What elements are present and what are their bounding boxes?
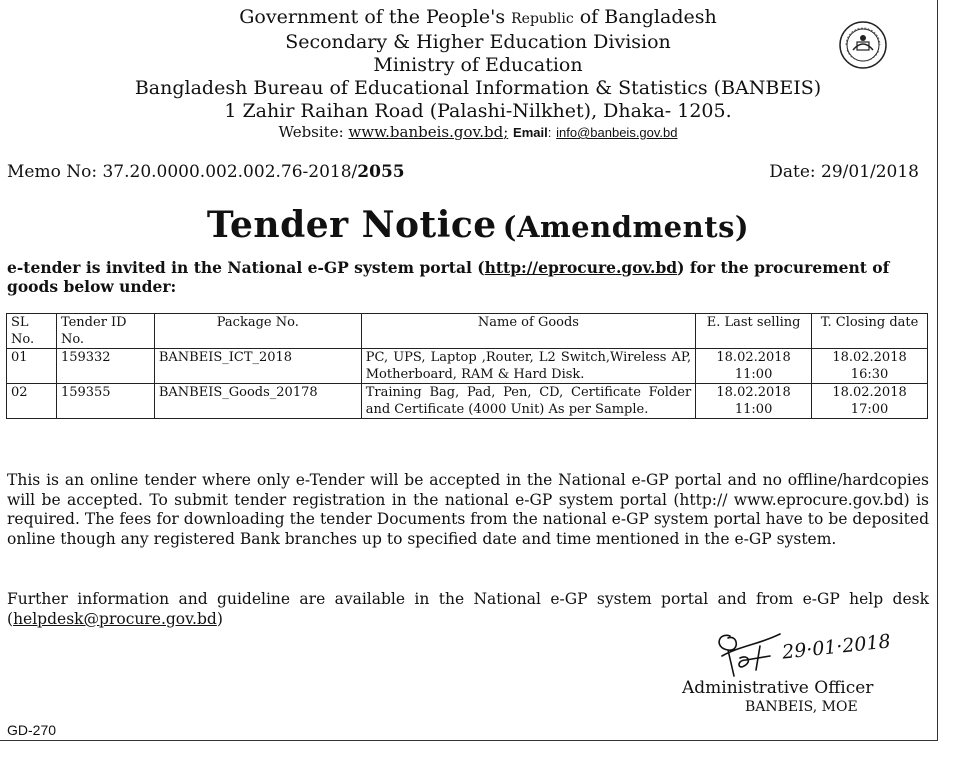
col-header-closing: T. Closing date: [812, 314, 928, 349]
letterhead: [0, 6, 956, 142]
cell-closing: 18.02.2018 17:00: [812, 384, 928, 419]
page-title: Tender Notice (Amendments): [206, 204, 750, 246]
header-line-3: Ministry of Education: [373, 54, 583, 76]
cell-package: BANBEIS_ICT_2018: [154, 349, 361, 384]
seal-emblem-icon: [838, 20, 888, 70]
header-contact: Website: www.banbeis.gov.bd; Email: info@banbeis.gov.bd: [278, 123, 678, 141]
header-line-4: Bangladesh Bureau of Educational Information & Statistics (BANBEIS): [134, 77, 822, 99]
terms-paragraph: This is an online tender where only e-Tender will be accepted in the National e-GP portal and no offline/hardcopies will be accepted. To submit tender registration in the national e-GP system portal (http:// www.eprocure.gov.bd) is required. The fees for downloading the tender Documents from the national e-GP system portal have to be deposited online though any registered Bank branches up to specified date and time mentioned in the e-GP system.: [7, 471, 929, 548]
col-header-tender-id: Tender ID No.: [56, 314, 154, 349]
header-line-5: 1 Zahir Raihan Road (Palashi-Nilkhet), Dhaka- 1205.: [224, 100, 732, 122]
eprocure-link[interactable]: http://eprocure.gov.bd: [484, 258, 678, 277]
cell-last-selling: 18.02.2018 11:00: [696, 349, 812, 384]
email-link[interactable]: info@banbeis.gov.bd: [556, 125, 678, 140]
table-header-row: [7, 314, 928, 349]
header-line-2: Secondary & Higher Education Division: [285, 31, 671, 53]
cell-last-selling: 18.02.2018 11:00: [696, 384, 812, 419]
col-header-sl: SL No.: [7, 314, 57, 349]
col-header-last-selling: E. Last selling: [696, 314, 812, 349]
document-code: GD-270: [7, 722, 57, 738]
col-header-goods: Name of Goods: [361, 314, 695, 349]
handwritten-date: 29·01·2018: [781, 630, 892, 664]
signatory-title: Administrative Officer: [682, 678, 874, 698]
cell-tender-id: 159332: [56, 349, 154, 384]
header-line-1: Government of the People's Republic of Bangladesh: [239, 6, 717, 28]
tender-table: [6, 313, 928, 419]
cell-package: BANBEIS_Goods_20178: [154, 384, 361, 419]
intro-text: e-tender is invited in the National e-GP system portal (http://eprocure.gov.bd) for the procurement of goods below under:: [7, 258, 890, 296]
memo-number: Memo No: 37.20.0000.002.002.76-2018/2055: [7, 162, 405, 182]
memo-date: Date: 29/01/2018: [769, 162, 919, 182]
signatory-office: BANBEIS, MOE: [745, 699, 858, 715]
col-header-package: Package No.: [154, 314, 361, 349]
cell-sl: 01: [7, 349, 57, 384]
cell-goods: Training Bag, Pad, Pen, CD, Certificate Folder and Certificate (4000 Unit) As per Sample.: [361, 384, 695, 419]
cell-tender-id: 159355: [56, 384, 154, 419]
cell-sl: 02: [7, 384, 57, 419]
cell-closing: 18.02.2018 16:30: [812, 349, 928, 384]
table-row: [7, 384, 928, 419]
website-label: Website:: [278, 123, 344, 141]
helpdesk-paragraph: Further information and guideline are available in the National e-GP system portal and from e-GP help desk (helpdesk@procure.gov.bd): [7, 590, 929, 628]
helpdesk-email-link[interactable]: helpdesk@procure.gov.bd: [13, 609, 217, 628]
website-link[interactable]: www.banbeis.gov.bd: [348, 123, 504, 141]
cell-goods: PC, UPS, Laptop ,Router, L2 Switch,Wireless AP, Motherboard, RAM & Hard Disk.: [361, 349, 695, 384]
table-row: [7, 349, 928, 384]
memo-row: [7, 162, 919, 182]
email-label: Email: [513, 125, 548, 140]
